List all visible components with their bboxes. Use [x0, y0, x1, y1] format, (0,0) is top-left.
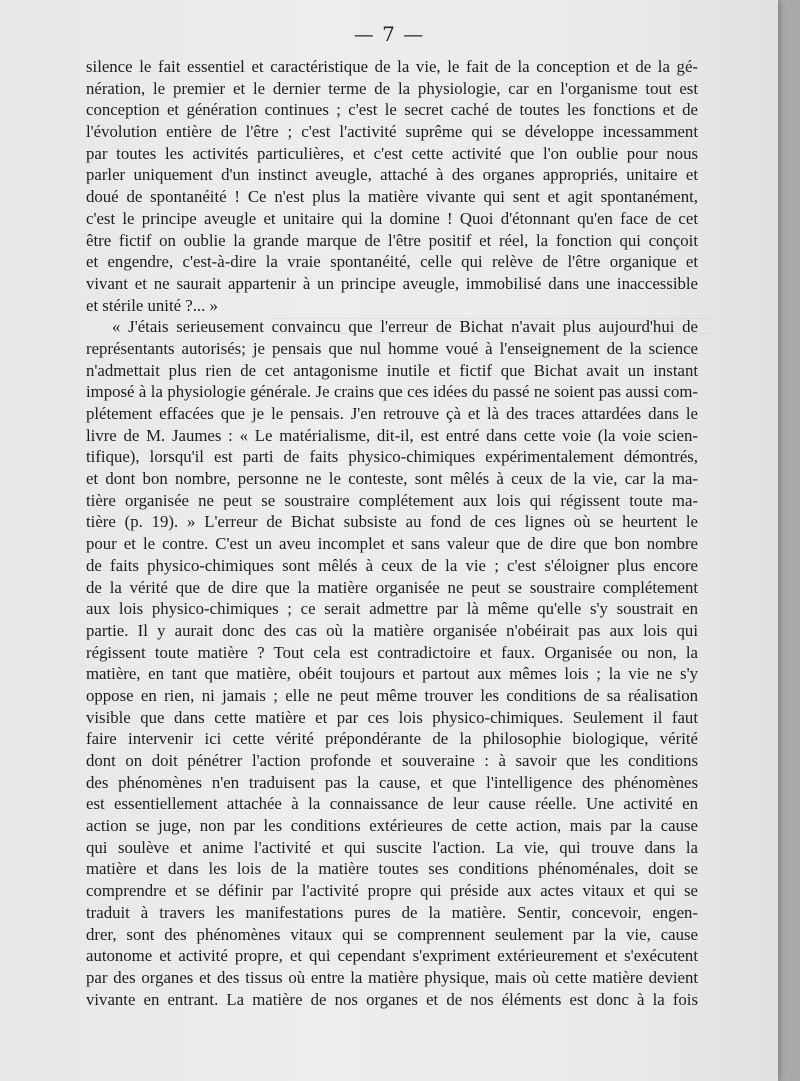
text-line: de la vérité que de dire que la matière organisée ne peut se soustraire complétement	[86, 577, 698, 597]
text-line: action se juge, non par les conditions extérieures de cette action, mais par la cause	[86, 816, 698, 836]
text-line: c'est le principe aveugle et unitaire qui la domine ! Quoi d'étonnant qu'en face de cet	[86, 208, 698, 228]
text-line: nération, le premier et le dernier terme de la physiologie, car en l'organisme tout est	[86, 78, 698, 98]
text-line: de faits physico-chimiques sont mêlés à ceux de la vie ; c'est s'éloigner plus encore	[86, 555, 698, 575]
text-line: tifique), lorsqu'il est parti de faits physico-chimiques expérimentalement démontrés,	[86, 447, 698, 467]
body-text	[86, 56, 698, 1010]
text-line: comprendre et se définir par l'activité propre qui préside aux actes vitaux et qui se	[86, 881, 698, 901]
text-line: imposé à la physiologie générale. Je crains que ces idées du passé ne soient pas aussi com-	[86, 382, 698, 402]
text-line: vivant et ne saurait appartenir à un principe aveugle, immobilisé dans une inaccessible	[86, 273, 698, 293]
text-line: oppose en rien, ni jamais ; elle ne peut même trouver les conditions de sa réalisation	[86, 685, 698, 705]
text-line: partie. Il y aurait donc des cas où la matière organisée n'obéirait pas aux lois qui	[86, 620, 698, 640]
text-line: l'évolution entière de l'être ; c'est l'activité suprême qui se développe incessamment	[86, 122, 698, 142]
text-line: matière, en tant que matière, obéit toujours et partout aux mêmes lois ; la vie ne s'y	[86, 664, 698, 684]
text-line: des phénomènes n'en traduisent pas la cause, et que l'intelligence des phénomènes	[86, 772, 698, 792]
text-line: par des organes et des tissus où entre la matière physique, mais où cette matière devient	[86, 967, 698, 987]
page-number: — 7 —	[353, 22, 425, 46]
text-line: être fictif on oublie la grande marque de l'être positif et réel, la fonction qui conçoit	[86, 230, 698, 250]
text-line: autonome et activité propre, et qui cependant s'expriment extérieurement et s'exécutent	[86, 946, 698, 966]
text-line: matière et dans les lois de la matière toutes ses conditions phénoménales, doit se	[86, 859, 698, 879]
text-line: n'admettait plus rien de cet antagonisme inutile et fictif que Bichat avait un instant	[86, 360, 698, 380]
text-line: représentants autorisés; je pensais que nul homme voué à l'enseignement de la science	[86, 338, 698, 358]
text-line: tière (p. 19). » L'erreur de Bichat subsiste au fond de ces lignes où se heurtent le	[86, 512, 698, 532]
text-line: qui soulève et anime l'activité et qui suscite l'action. La vie, qui trouve dans la	[86, 837, 698, 857]
text-line: tière organisée ne peut se soustraire complétement aux lois qui régissent toute ma-	[86, 490, 698, 510]
text-line: aux lois physico-chimiques ; ce serait admettre par là même qu'elle s'y soustrait en	[86, 599, 698, 619]
text-line: et dont bon nombre, personne ne le conteste, sont mêlés à ceux de la vie, car la ma-	[86, 469, 698, 489]
text-line: plétement effacées que je le pensais. J'en retrouve çà et là des traces attardées dans le	[86, 404, 698, 423]
text-line: est essentiellement attachée à la connaissance de leur cause réelle. Une activité en	[86, 794, 698, 814]
text-line: régissent toute matière ? Tout cela est contradictoire et faux. Organisée ou non, la	[86, 642, 698, 662]
text-line: conception et génération continues ; c'est le secret caché de toutes les fonctions et de	[86, 100, 698, 120]
text-line: visible que dans cette matière et par ces lois physico-chimiques. Seulement il faut	[86, 707, 698, 727]
text-line: traduit à travers les manifestations pures de la matière. Sentir, concevoir, engen-	[86, 902, 698, 922]
text-line: drer, sont des phénomènes vitaux qui se comprennent seulement par la vie, cause	[86, 924, 698, 944]
text-line: silence le fait essentiel et caractéristique de la vie, le fait de la conception et de la gé-	[86, 57, 698, 76]
text-line: et engendre, c'est-à-dire la vraie spontanéité, celle qui relève de l'être organique et	[86, 252, 698, 272]
text-line: doué de spontanéité ! Ce n'est plus la matière vivante qui sent et agit spontanément,	[86, 187, 698, 207]
text-line: et stérile unité ?... »	[86, 295, 218, 315]
text-line: par toutes les activités particulières, et c'est cette activité que l'on oublie pour nous	[86, 143, 698, 163]
text-line: livre de M. Jaumes : « Le matérialisme, dit-il, est entré dans cette voie (la voie scien-	[86, 425, 698, 445]
text-line: « J'étais serieusement convaincu que l'erreur de Bichat n'avait plus aujourd'hui de	[112, 317, 698, 337]
text-line: parler uniquement d'un instinct aveugle, attaché à des organes appropriés, unitaire et	[86, 165, 698, 185]
text-line: dont on doit pénétrer l'action profonde et souveraine : à savoir que les conditions	[86, 751, 698, 770]
text-line: pour et le contre. C'est un aveu incomplet et sans valeur que de dire que bon nombre	[86, 534, 698, 554]
text-line: vivante en entrant. La matière de nos organes et de nos éléments est donc à la fois	[86, 989, 698, 1009]
text-line: faire intervenir ici cette vérité prépondérante de la philosophie biologique, vérité	[86, 729, 698, 749]
